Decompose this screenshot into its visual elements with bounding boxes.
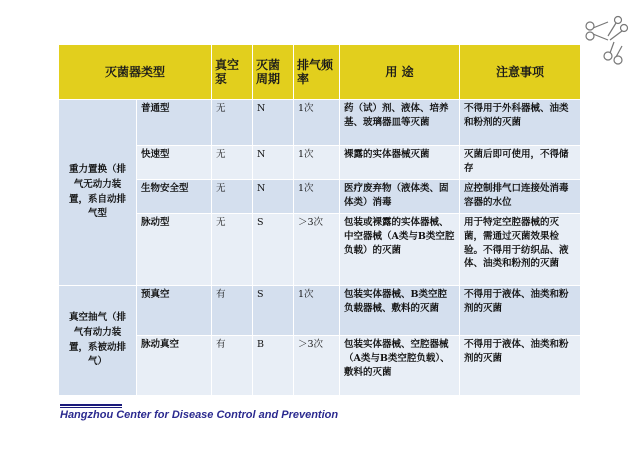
table-row xyxy=(59,146,581,180)
table-row xyxy=(59,180,581,214)
sterilizer-table-container xyxy=(58,44,580,396)
footer-organization: Hangzhou Center for Disease Control and Prevention xyxy=(60,409,339,421)
header-type: 灭菌器类型 xyxy=(59,45,212,100)
notes-text: 不得用于液体、油类和粉剂的灭菌 xyxy=(460,336,581,396)
decorative-scissors-icon xyxy=(578,12,632,72)
exhaust-value: 1次 xyxy=(294,180,340,214)
notes-text: 不得用于外科器械、油类和粉剂的灭菌 xyxy=(460,100,581,146)
vacuum-value: 有 xyxy=(212,286,253,336)
exhaust-value: ＞3次 xyxy=(294,336,340,396)
type-name: 生物安全型 xyxy=(137,180,212,214)
use-text: 包装或裸露的实体器械、中空器械（A类与B类空腔负载）的灭菌 xyxy=(340,214,460,286)
vacuum-value: 无 xyxy=(212,180,253,214)
footer-divider xyxy=(60,404,122,406)
exhaust-value: 1次 xyxy=(294,146,340,180)
vacuum-value: 无 xyxy=(212,146,253,180)
table-row xyxy=(59,100,581,146)
table-row xyxy=(59,336,581,396)
exhaust-value: 1次 xyxy=(294,286,340,336)
notes-text: 用于特定空腔器械的灭菌，需通过灭菌效果检验。不得用于纺织品、液体、油类和粉剂的灭菌 xyxy=(460,214,581,286)
exhaust-value: 1次 xyxy=(294,100,340,146)
use-text: 药（试）剂、液体、培养基、玻璃器皿等灭菌 xyxy=(340,100,460,146)
type-name: 脉动真空 xyxy=(137,336,212,396)
vacuum-value: 无 xyxy=(212,214,253,286)
exhaust-value: ＞3次 xyxy=(294,214,340,286)
notes-text: 灭菌后即可使用，不得储存 xyxy=(460,146,581,180)
header-use: 用 途 xyxy=(340,45,460,100)
cycle-value: N xyxy=(253,180,294,214)
cycle-value: S xyxy=(253,214,294,286)
use-text: 包装实体器械、B类空腔负载器械、敷料的灭菌 xyxy=(340,286,460,336)
header-cycle: 灭菌周期 xyxy=(253,45,294,100)
footer-divider-thin xyxy=(60,407,122,408)
type-name: 脉动型 xyxy=(137,214,212,286)
notes-text: 不得用于液体、油类和粉剂的灭菌 xyxy=(460,286,581,336)
cycle-value: B xyxy=(253,336,294,396)
use-text: 包装实体器械、空腔器械（A类与B类空腔负载）、敷料的灭菌 xyxy=(340,336,460,396)
group-label-vacuum: 真空抽气（排气有动力装置，系被动排气） xyxy=(59,286,137,396)
header-vacuum: 真空泵 xyxy=(212,45,253,100)
sterilizer-types-table xyxy=(58,44,581,396)
header-row xyxy=(59,45,581,100)
notes-text: 应控制排气口连接处消毒容器的水位 xyxy=(460,180,581,214)
vacuum-value: 无 xyxy=(212,100,253,146)
cycle-value: S xyxy=(253,286,294,336)
use-text: 裸露的实体器械灭菌 xyxy=(340,146,460,180)
group-label-gravity: 重力置换（排气无动力装置，系自动排气型 xyxy=(59,100,137,286)
vacuum-value: 有 xyxy=(212,336,253,396)
cycle-value: N xyxy=(253,146,294,180)
header-exhaust: 排气频率 xyxy=(294,45,340,100)
type-name: 预真空 xyxy=(137,286,212,336)
table-row xyxy=(59,286,581,336)
type-name: 快速型 xyxy=(137,146,212,180)
type-name: 普通型 xyxy=(137,100,212,146)
table-row xyxy=(59,214,581,286)
header-notes: 注意事项 xyxy=(460,45,581,100)
use-text: 医疗废弃物（液体类、固体类）消毒 xyxy=(340,180,460,214)
cycle-value: N xyxy=(253,100,294,146)
